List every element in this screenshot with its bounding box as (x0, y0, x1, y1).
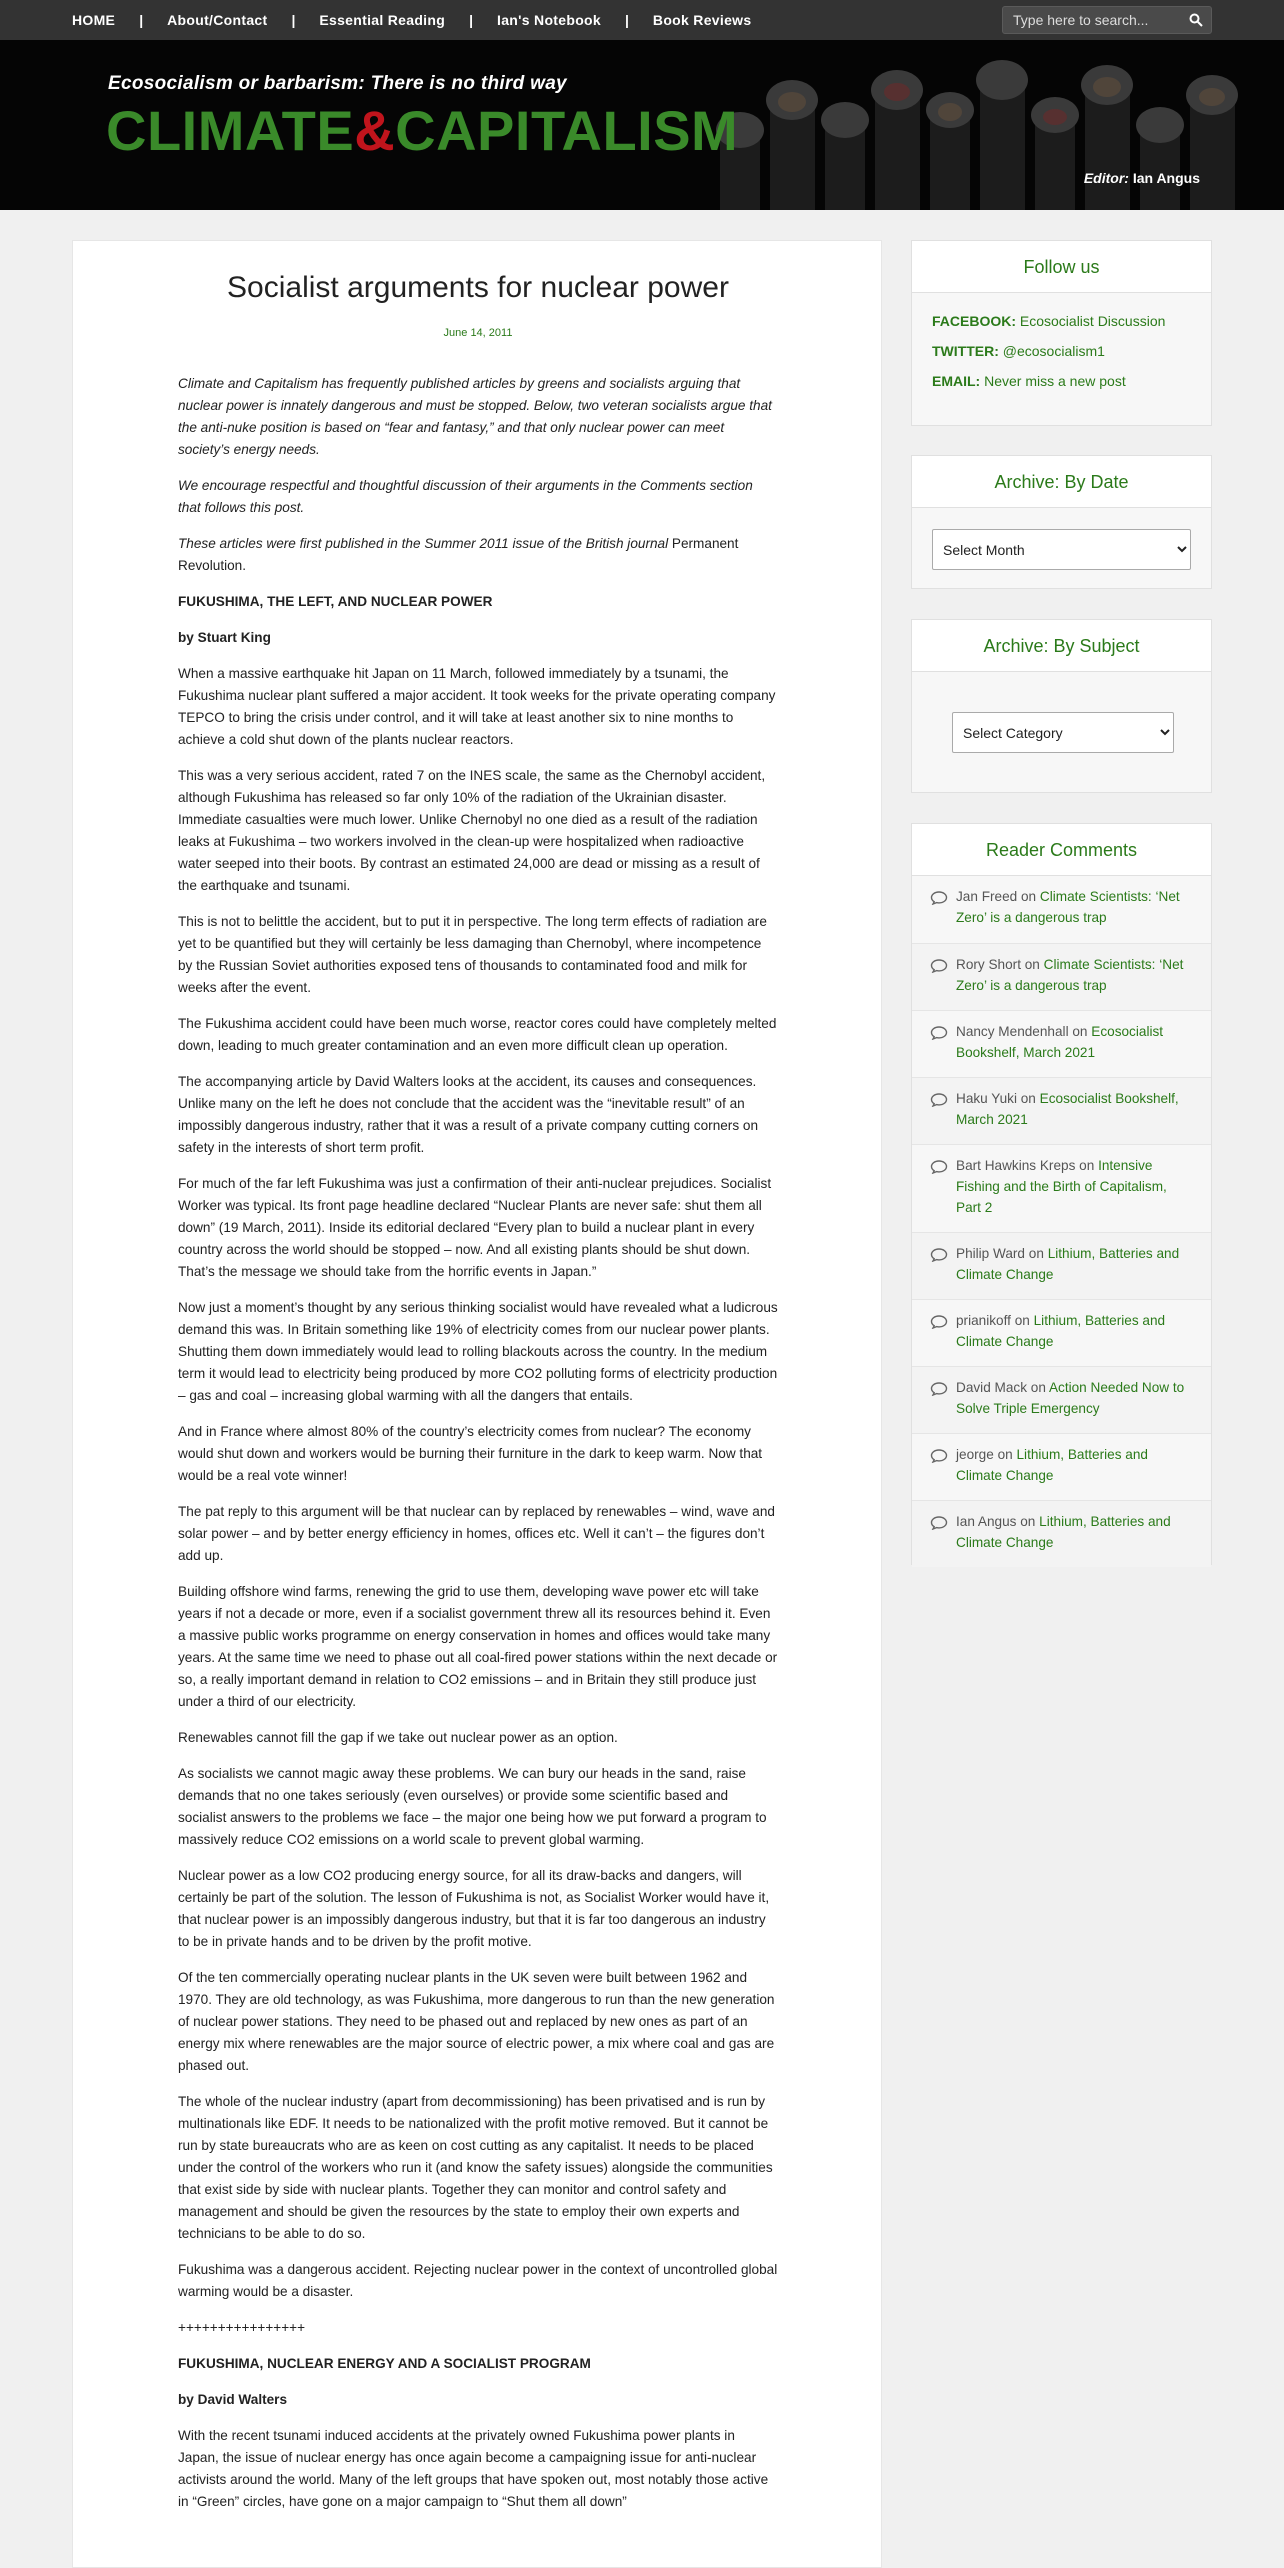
archive-date-title: Archive: By Date (912, 456, 1211, 508)
comment-on-word: on (997, 1447, 1013, 1462)
article-intro-paragraph: Climate and Capitalism has frequently published articles by greens and socialists arguing that nuclear power is innately dangerous and must be stopped. Below, two veteran socialists argue that the anti-nuke position is based on “fear and fantasy,” and that only nuclear power can meet society’s energy needs. (178, 376, 772, 457)
comment-bubble-icon (930, 1093, 948, 1107)
month-select[interactable] (932, 529, 1191, 570)
nav-item-notebook[interactable]: Ian's Notebook (497, 12, 601, 28)
comment-post-link[interactable]: Lithium, Batteries and Climate Change (956, 1246, 1180, 1282)
article-paragraph: This was a very serious accident, rated 7 on the INES scale, the same as the Chernobyl accident, although Fukushima has released so far only 10% of the radiation of the Ukrainian disaster. Immediate casualties were much lower. Unlike Chernobyl no one died as a result of the radiation leaks at Fukushima – two workers involved in the clean-up were hospitalized when radioactive water seeped into their boots. By contrast an estimated 24,000 are dead or missing as a result of the earthquake and tsunami. (178, 768, 766, 893)
facebook-label: FACEBOOK: (932, 313, 1016, 329)
comment-post-link[interactable]: Lithium, Batteries and Climate Change (956, 1313, 1166, 1349)
article-subheading: FUKUSHIMA, NUCLEAR ENERGY AND A SOCIALIST PROGRAM (178, 2356, 591, 2371)
article-paragraph: The whole of the nuclear industry (apart from decommissioning) has been privatised and is run by multinationals like EDF. It needs to be nationalized with the profit motive removed. But it cannot be run by state bureaucrats who are as keen on cost cutting as any capitalist. It needs to be placed under the control of the workers who run it (and know the safety issues) alongside the communities that exist side by side with nuclear plants. Together they can monitor and control safety and management and should be given the resources by the state to employ their own experts and technicians to be able to do so. (178, 2094, 773, 2241)
follow-title: Follow us (912, 241, 1211, 293)
follow-twitter[interactable] (932, 343, 1211, 359)
article-byline: by David Walters (178, 2392, 288, 2407)
site-banner (0, 40, 1284, 210)
editor-name: Ian Angus (1132, 170, 1200, 186)
email-link[interactable]: Never miss a new post (984, 373, 1126, 389)
comment-author[interactable]: Ian Angus (956, 1514, 1017, 1529)
source-journal-name: Permanent Revolution. (178, 536, 739, 573)
comment-post-link[interactable]: Action Needed Now to Solve Triple Emergency (956, 1380, 1185, 1416)
article-body (178, 373, 778, 2527)
article-paragraph: And in France where almost 80% of the country’s electricity comes from nuclear? The economy would shut down and workers would be burning their furniture in the dark to keep warm. Now that would be a real vote winner! (178, 1424, 763, 1483)
comment-bubble-icon (930, 959, 948, 973)
comment-post-link[interactable]: Climate Scientists: ‘Net Zero’ is a dangerous trap (956, 957, 1184, 993)
comment-author: Rory Short (956, 957, 1021, 972)
logo-capitalism: CAPITALISM (395, 99, 739, 162)
comment-bubble-icon (930, 1315, 948, 1329)
nav-separator: | (291, 12, 296, 28)
source-note-text: These articles were first published in the Summer 2011 issue of the British journal (178, 536, 669, 551)
article-byline: by Stuart King (178, 630, 271, 645)
comment-author: jeorge (956, 1447, 994, 1462)
comment-post-link[interactable]: Lithium, Batteries and Climate Change (956, 1447, 1148, 1483)
archive-date-widget (911, 455, 1212, 589)
top-nav (0, 0, 1284, 40)
comments-list (912, 876, 1211, 1567)
comment-author: Haku Yuki (956, 1091, 1017, 1106)
logo-ampersand: & (354, 99, 396, 162)
article-paragraph: The Fukushima accident could have been much worse, reactor cores could have completely melted down, leading to much greater contamination and an even more difficult clean up operation. (178, 1016, 777, 1053)
comment-author: Philip Ward (956, 1246, 1025, 1261)
article-paragraph: ++++++++++++++++ (178, 2320, 306, 2335)
comment-on-word: on (1072, 1024, 1088, 1039)
comment-on-word: on (1030, 1380, 1046, 1395)
archive-subject-widget (911, 619, 1212, 793)
search-icon[interactable] (1189, 13, 1203, 27)
article-intro-paragraph: We encourage respectful and thoughtful discussion of their arguments in the Comments section that follows this post. (178, 478, 753, 515)
nav-item-essential-reading[interactable]: Essential Reading (319, 12, 446, 28)
comment-bubble-icon (930, 1516, 948, 1530)
comment-on-word: on (1028, 1246, 1044, 1261)
nav-separator: | (139, 12, 144, 28)
site-tagline: Ecosocialism or barbarism: There is no third way (108, 73, 567, 94)
nav-item-home[interactable]: HOME (72, 12, 116, 28)
twitter-link[interactable]: @ecosocialism1 (1002, 343, 1105, 359)
comments-title: Reader Comments (912, 824, 1211, 876)
article-source-note (178, 533, 778, 577)
comment-bubble-icon (930, 1382, 948, 1396)
comment-bubble-icon (930, 1026, 948, 1040)
nav-item-book-reviews[interactable]: Book Reviews (652, 12, 752, 28)
comments-widget (911, 823, 1212, 1565)
logo-climate: CLIMATE (106, 99, 355, 162)
article-paragraph: Now just a moment’s thought by any serious thinking socialist would have revealed what a ludicrous demand this was. In Britain something like 19% of electricity comes from our nuclear power plants. Shutting them down immediately would lead to rolling blackouts across the country. In the medium term it would lead to electricity being produced by more CO2 polluting forms of electricity production – gas and coal – increasing global warming with all the dangers that entails. (178, 1300, 778, 1403)
nav-menu (72, 0, 751, 40)
comment-item (912, 1077, 1211, 1144)
comment-bubble-icon (930, 1248, 948, 1262)
editor-credit (1084, 170, 1200, 186)
comment-item (912, 943, 1211, 1010)
comment-post-link[interactable]: Lithium, Batteries and Climate Change (956, 1514, 1171, 1550)
article-paragraph: Renewables cannot fill the gap if we take out nuclear power as an option. (178, 1730, 618, 1745)
comment-on-word: on (1079, 1158, 1095, 1173)
nav-separator: | (624, 12, 629, 28)
comment-on-word: on (1024, 957, 1040, 972)
comment-author: Jan Freed (956, 889, 1018, 904)
comment-on-word: on (1020, 1091, 1036, 1106)
follow-widget (911, 240, 1212, 426)
comment-bubble-icon (930, 1160, 948, 1174)
comment-item (912, 1144, 1211, 1232)
comment-item (912, 1366, 1211, 1433)
comment-author[interactable]: Nancy Mendenhall (956, 1024, 1069, 1039)
article-paragraph: With the recent tsunami induced accidents at the privately owned Fukushima power plants in Japan, the issue of nuclear energy has once again become a campaigning issue for anti-nuclear activists around the world. Many of the left groups that have spoken out, most notably those active in “Green” circles, have gone on a major campaign to “Shut them all down” (178, 2428, 769, 2509)
article (72, 240, 882, 2568)
article-paragraph: The pat reply to this argument will be that nuclear can by replaced by renewables – wind, wave and solar power – and by better energy efficiency in homes, offices etc. Well it can’t – the figures don’t add up. (178, 1504, 775, 1563)
search-input[interactable] (1003, 7, 1181, 33)
article-paragraph: When a massive earthquake hit Japan on 11 March, followed immediately by a tsunami, the Fukushima nuclear plant suffered a major accident. It took weeks for the private operating company TEPCO to bring the crisis under control, and it will take at least another six to nine months to achieve a cold shut down of the plants nuclear reactors. (178, 666, 776, 747)
search-box (1002, 6, 1212, 34)
comment-post-link[interactable]: Climate Scientists: ‘Net Zero’ is a dangerous trap (956, 889, 1180, 925)
comment-item (912, 1010, 1211, 1077)
email-label: EMAIL: (932, 373, 981, 389)
comment-item (912, 1299, 1211, 1366)
editor-label: Editor: (1083, 170, 1129, 186)
article-title: Socialist arguments for nuclear power (227, 271, 729, 304)
nav-item-about[interactable]: About/Contact (167, 12, 268, 28)
comment-author: prianikoff (956, 1313, 1011, 1328)
site-logo[interactable] (106, 98, 738, 163)
article-paragraph: Of the ten commercially operating nuclear plants in the UK seven were built between 1962 and 1970. They are old technology, as was Fukushima, more dangerous to run than the new generation of nuclear power stations. They need to be phased out and replaced by new ones as part of an energy mix where renewables are the major source of electric power, a mix where coal and gas are phased out. (178, 1970, 775, 2073)
comment-item (912, 876, 1211, 943)
article-date[interactable]: June 14, 2011 (443, 327, 513, 339)
comment-bubble-icon (930, 891, 948, 905)
article-paragraph: Building offshore wind farms, renewing the grid to use them, developing wave power etc will take years if not a decade or more, even if a socialist government threw all its resources behind it. Even a massive public works programme on energy conservation in homes and offices would take many years. At the same time we need to phase out all coal-fired power stations within the next decade or so, a really important demand in relation to CO2 emissions – and in Britain they still produce just under a third of our electricity. (178, 1584, 778, 1709)
comment-post-link[interactable]: Intensive Fishing and the Birth of Capitalism, Part 2 (956, 1158, 1167, 1215)
facebook-link[interactable]: Ecosocialist Discussion (1019, 313, 1166, 329)
article-paragraph: For much of the far left Fukushima was just a confirmation of their anti-nuclear prejudices. Socialist Worker was typical. Its front page headline declared “Nuclear Plants are never safe: shut them all down” (19 March, 2011). Inside its editorial declared “Every plan to build a nuclear plant in every country across the world should be stopped – now. And all existing plants should be shut down. That’s the message we should take from the horrific events in Japan.” (178, 1176, 772, 1279)
archive-subject-title: Archive: By Subject (912, 620, 1211, 672)
comment-post-link[interactable]: Ecosocialist Bookshelf, March 2021 (956, 1024, 1164, 1060)
article-paragraph: As socialists we cannot magic away these problems. We can bury our heads in the sand, raise demands that no one takes seriously (even ourselves) or provide some scientific based and socialist answers to the problems we face – the major one being how we put forward a program to massively reduce CO2 emissions on a world scale to prevent global warming. (178, 1766, 767, 1847)
comment-on-word: on (1020, 1514, 1036, 1529)
comment-bubble-icon (930, 1449, 948, 1463)
comment-on-word: on (1014, 1313, 1030, 1328)
nav-separator: | (469, 12, 473, 28)
comment-item (912, 1500, 1211, 1567)
article-paragraph: The accompanying article by David Walters looks at the accident, its causes and consequences. Unlike many on the left he does not conclude that the accident was the “inevitable result” of an impossibly dangerous industry, rather that it was a result of a private company cutting corners on safety in the interests of short term profit. (178, 1074, 759, 1155)
article-paragraph: Fukushima was a dangerous accident. Rejecting nuclear power in the context of uncontrolled global warming would be a disaster. (178, 2262, 778, 2299)
comment-on-word: on (1021, 889, 1037, 904)
follow-facebook[interactable] (932, 313, 1211, 329)
comment-post-link[interactable]: Ecosocialist Bookshelf, March 2021 (956, 1091, 1179, 1127)
category-select[interactable] (952, 712, 1174, 753)
comment-author[interactable]: David Mack (956, 1380, 1028, 1395)
article-paragraph: Nuclear power as a low CO2 producing energy source, for all its draw-backs and dangers, will certainly be part of the solution. The lesson of Fukushima is not, as Socialist Worker would have it, that nuclear power is an impossibly dangerous industry, but that it is far too dangerous an industry to be in private hands and to be driven by the profit motive. (178, 1868, 770, 1949)
follow-email[interactable] (932, 373, 1211, 389)
twitter-label: TWITTER: (932, 343, 999, 359)
comment-author[interactable]: Bart Hawkins Kreps (956, 1158, 1076, 1173)
comment-item (912, 1232, 1211, 1299)
comment-item (912, 1433, 1211, 1500)
article-subheading: FUKUSHIMA, THE LEFT, AND NUCLEAR POWER (178, 594, 493, 609)
article-paragraph: This is not to belittle the accident, but to put it in perspective. The long term effects of radiation are yet to be quantified but they will certainly be less damaging than Chernobyl, where incompetence by the Russian Soviet authorities exposed tens of thousands to contaminated food and milk for weeks after the event. (178, 914, 767, 995)
